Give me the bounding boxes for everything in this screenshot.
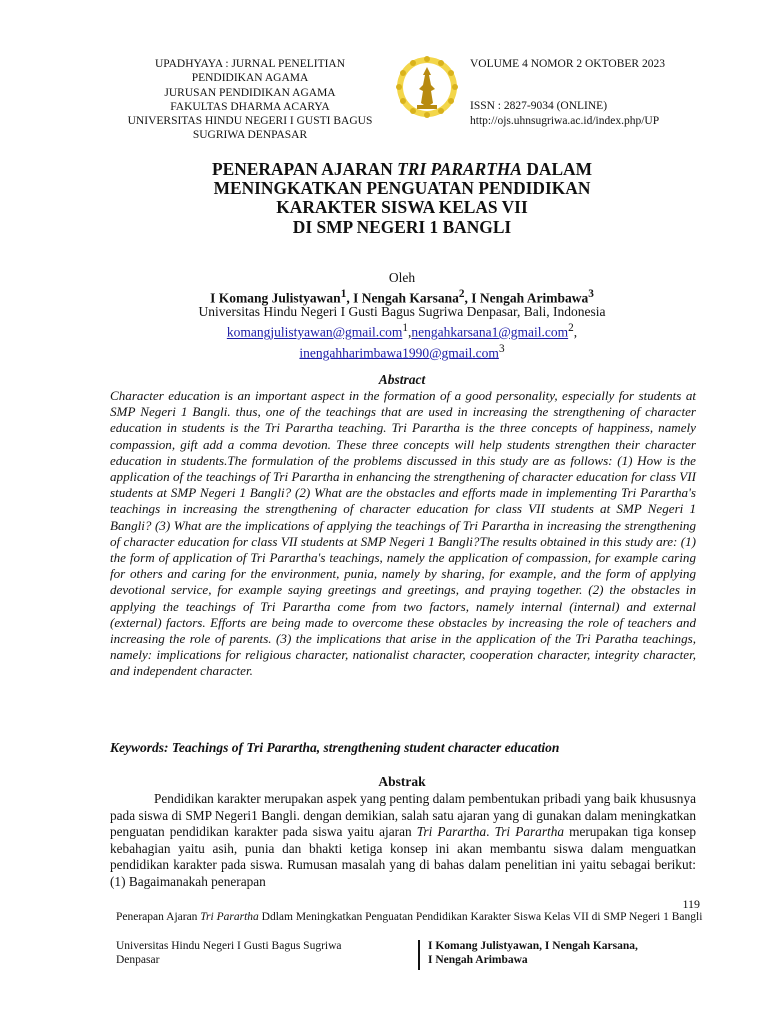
abstrak-body xyxy=(110,791,696,891)
email-link[interactable]: komangjulistyawan@gmail.com xyxy=(226,324,403,340)
keywords: Keywords: Teachings of Tri Parartha, strengthening student character education xyxy=(110,740,560,755)
header-line: PENDIDIKAN AGAMA xyxy=(191,72,309,85)
abstrak-italic: Tri Parartha xyxy=(494,824,564,840)
abstrak-italic: Tri Parartha xyxy=(416,824,487,840)
volume-info: VOLUME 4 NOMOR 2 OKTOBER 2023 xyxy=(470,58,665,70)
email-sup: 2 xyxy=(568,322,574,334)
title-italic: TRI PARARTHA xyxy=(397,159,522,179)
footer-line: Denpasar xyxy=(116,953,160,966)
journal-url[interactable]: http://ojs.uhnsugriwa.ac.id/index.php/UP xyxy=(470,114,660,127)
affiliation: Universitas Hindu Negeri I Gusti Bagus Sugriwa Denpasar, Bali, Indonesia xyxy=(198,304,606,319)
email-sup: 3 xyxy=(498,342,505,355)
university-seal-icon xyxy=(395,55,459,119)
author-name: , I Nengah Karsana xyxy=(346,290,459,306)
header-line: SUGRIWA DENPASAR xyxy=(192,129,308,142)
email-sup: 1 xyxy=(402,322,408,334)
email-link[interactable]: inengahharimbawa1990@gmail.com xyxy=(299,345,499,360)
abstrak-part: merupakan tiga konsep kebahagian yaitu asih, punia dan bhakti ketiga konsep ini akan membantu siswa dalam menguatkan pendidikan karakter pada siswa. Rumusan masalah yang di bahas dalam penelitian ini yaitu sebagai berikut: (1) Bagaimanakah penerapan xyxy=(110,824,696,889)
page-number: 119 xyxy=(682,897,700,911)
footer-line: Universitas Hindu Negeri I Gusti Bagus Sugriwa xyxy=(116,940,342,952)
title-line: DI SMP NEGERI 1 BANGLI xyxy=(292,216,512,237)
author-sup: 2 xyxy=(458,288,465,300)
title-line: KARAKTER SISWA KELAS VII xyxy=(276,197,528,218)
footer-line: I Nengah Arimbawa xyxy=(428,953,528,966)
footer-italic: Tri Parartha xyxy=(200,911,259,923)
footer-authors xyxy=(428,940,728,967)
journal-header-left xyxy=(100,57,400,143)
header-line: JURUSAN PENDIDIKAN AGAMA xyxy=(164,86,336,99)
author-name: I Komang Julistyawan xyxy=(210,290,341,306)
abstract-heading: Abstract xyxy=(378,372,426,387)
abstract-text: Character education is an important aspect in the formation of a good personality, especially for students at SMP Negeri 1 Bangli. thus, one of the teachings that are used in increasing the strengthening of character education in students is the Tri Parartha teaching. Tri Parartha is the three concepts of happiness, namely compassion, gift add a comma devotion. These three concepts will help students strengthen their character education in students.The formulation of the problems discussed in this study are as follows: (1) How is the application of the teachings of Tri Parartha in enhancing the strengthening of character education for class VII students at SMP Negeri 1 Bangli? (2) What are the obstacles and efforts made in implementing Tri Parartha's teachings in increasing the strengthening of character education for class VII students at SMP Negeri 1 Bangli? (3) What are the implications of applying the teachings of Tri Parartha in increasing the strengthening of character education for class VII students at SMP Negeri 1 Bangli?The results obtained in this study are: (1) the form of application of Tri Parartha's teachings, namely the application of compassion, for example caring for others and caring for the environment, punia, namely by sharing, for example, and the form of applying devotional service, for example saying greetings and greetings, and praying together. (2) the obstacles in applying the teachings of Tri Parartha come from two factors, namely internal (internal) and external (external) factors. Efforts are being made to overcome these obstacles by increasing the role of teachers and increasing the role of parents. (3) the implications that arise in the application of the Tri Paratha teachings, namely: implications for religious character, nationalist character, cooperation character, integrity character, and independent character. xyxy=(110,388,696,679)
header-line: UPADHYAYA : JURNAL PENELITIAN xyxy=(154,58,346,70)
author-sup: 3 xyxy=(588,288,594,300)
abstract-body xyxy=(110,388,696,680)
abstrak-part: . xyxy=(486,824,495,840)
abstrak-heading: Abstrak xyxy=(378,774,426,789)
title-line: MENINGKATKAN PENGUATAN PENDIDIKAN xyxy=(213,178,591,199)
email-list: komangjulistyawan@gmail.com$^1$,nengahkarsana1@gmail.com$^2$, inengahharimbawa1990@gmail.com$^3$ xyxy=(226,322,578,360)
paper-title xyxy=(100,160,704,237)
title-part: DALAM xyxy=(521,159,593,179)
header-line: UNIVERSITAS HINDU NEGERI I GUSTI BAGUS xyxy=(127,115,373,128)
header-line: FAKULTAS DHARMA ACARYA xyxy=(170,100,330,113)
abstrak-text xyxy=(110,791,696,891)
author-sup: 1 xyxy=(340,288,347,300)
footer-part: Ddlam Meningkatkan Penguatan Pendidikan Karakter Siswa Kelas VII di SMP Negeri 1 Bangli xyxy=(258,911,703,923)
title-part: PENERAPAN AJARAN xyxy=(211,159,398,179)
author-name: , I Nengah Arimbawa xyxy=(464,290,589,306)
footer-divider xyxy=(418,940,420,970)
running-footer-title xyxy=(116,911,706,925)
footer-institution xyxy=(116,940,416,967)
footer-line: I Komang Julistyawan, I Nengah Karsana, xyxy=(428,940,638,952)
email-link[interactable]: nengahkarsana1@gmail.com xyxy=(411,324,569,340)
oleh-label: Oleh xyxy=(388,270,416,285)
issn-info: ISSN : 2827-9034 (ONLINE) xyxy=(470,100,608,113)
footer-part: Penerapan Ajaran xyxy=(116,911,201,923)
abstrak-part: Pendidikan karakter merupakan aspek yang penting dalam pembentukan pribadi yang baik khususnya pada siswa di SMP Negeri1 Bangli. dengan demikian, salah satu ajaran yang di gunakan dalam meningkatkan penguatan pendidikan karakter pada siswa yaitu ajaran xyxy=(110,791,696,840)
journal-header-right xyxy=(470,57,750,128)
